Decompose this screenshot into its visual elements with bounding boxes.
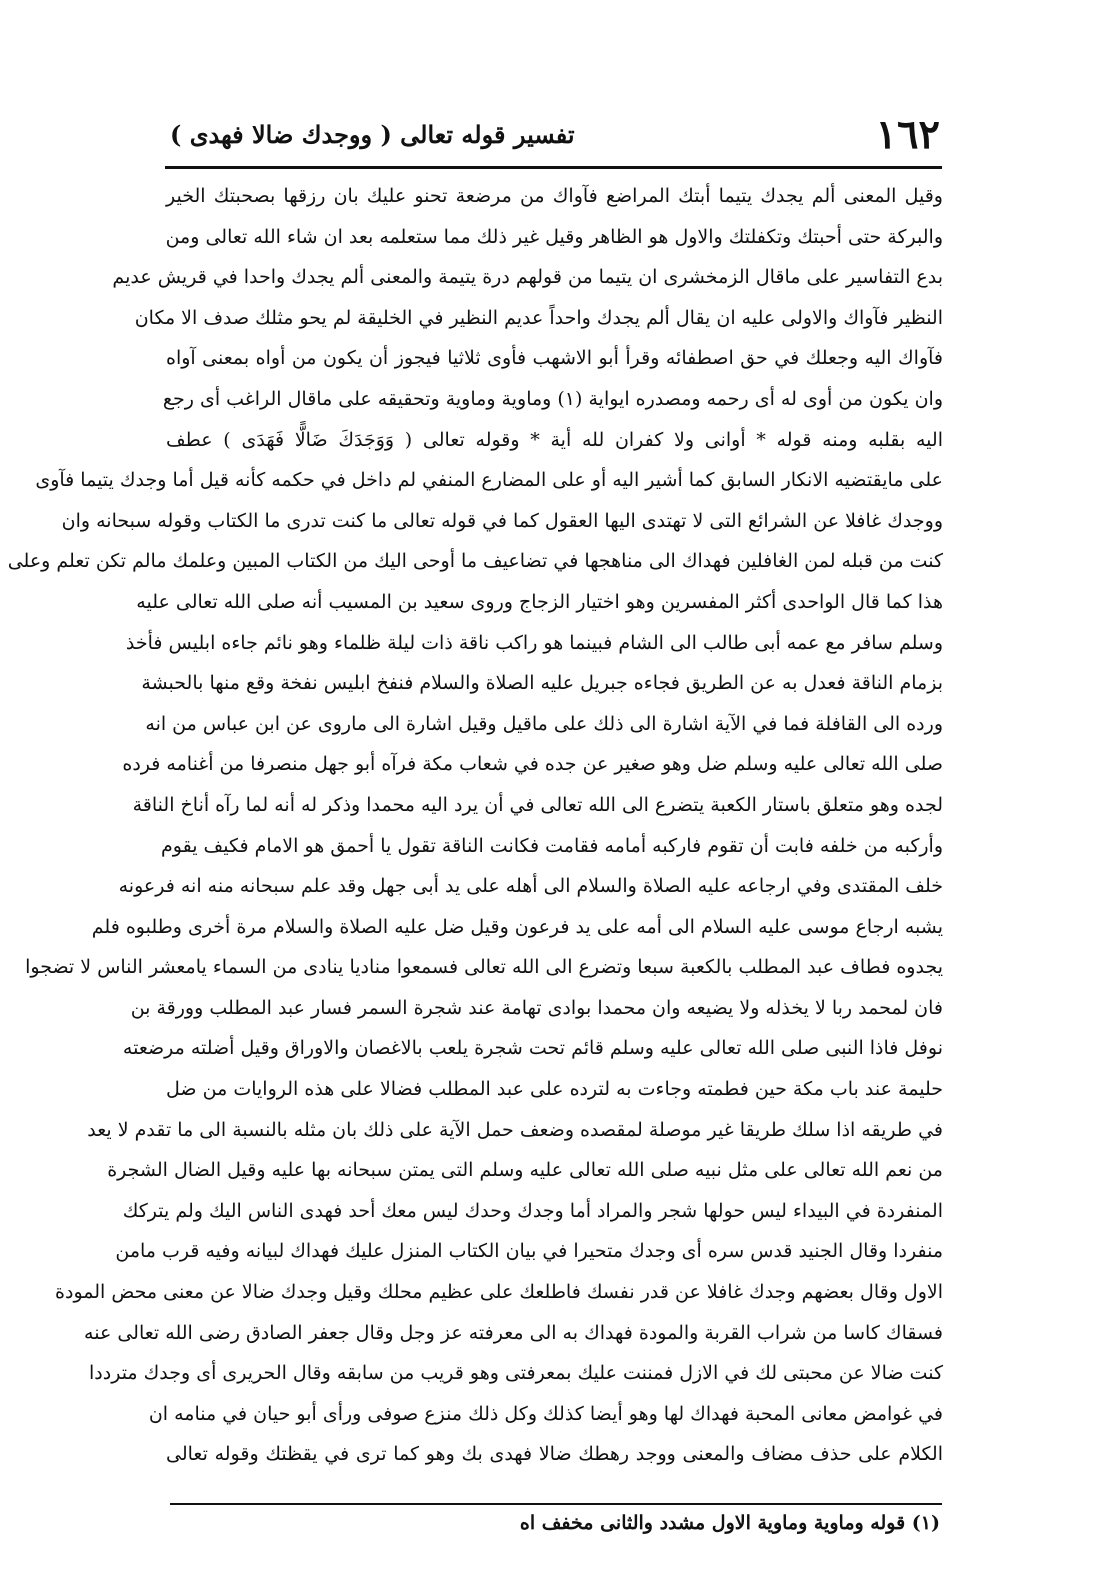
text-line: فان لمحمد ربا لا يخذله ولا يضيعه وان محمدا بوادى تهامة عند شجرة السمر فسار عبد المطلب وورقة بن bbox=[130, 996, 943, 1019]
text-line: في غوامض معانى المحبة فهداك لها وهو أيضا كذلك وكل ذلك منزع صوفى ورأى أبو حيان في منامه ان bbox=[148, 1402, 943, 1425]
text-line: بزمام الناقة فعدل به عن الطريق فجاءه جبريل عليه الصلاة والسلام فنفخ ابليس نفخة وقع منها بالحبشة bbox=[141, 672, 943, 695]
text-line: الاول وقال بعضهم وجدك غافلا عن قدر نفسك فاطلعك على عظيم محلك وقيل وجدك ضالا عن معنى محض المودة bbox=[55, 1281, 943, 1304]
text-line: كنت من قبله لمن الغافلين فهداك الى مناهجها في تضاعيف ما أوحى اليك من الكتاب المبين وعلمك مالم تكن تعلم وعلى bbox=[7, 550, 943, 573]
text-line: فآواك اليه وجعلك في حق اصطفائه وقرأ أبو الاشهب فأوى ثلاثيا فيجوز أن يكون من أواه بمعنى آواه bbox=[166, 347, 943, 370]
text-line: وان يكون من أوى له أى رحمه ومصدره ايواية (١) وماوية وماوية وتحقيقه على ماقال الراغب أى رجع bbox=[162, 387, 943, 410]
text-line: لجده وهو متعلق باستار الكعبة يتضرع الى الله تعالى في أن يرد اليه محمدا وذكر له أنه لما رآه أناخ الناقة bbox=[132, 793, 943, 816]
page-number: ١٦٢ bbox=[875, 110, 940, 158]
page-header bbox=[170, 104, 940, 164]
footnote-rule bbox=[170, 1503, 942, 1505]
text-line: الكلام على حذف مضاف والمعنى ووجد رهطك ضالا فهدى بك وهو كما ترى في يقظتك وقوله تعالى bbox=[166, 1443, 943, 1466]
text-line: وسلم سافر مع عمه أبى طالب الى الشام فبينما هو راكب ناقة ذات ليلة ظلماء وهو نائم جاءه ابليس فأخذ bbox=[125, 631, 943, 654]
text-line: النظير فآواك والاولى عليه ان يقال ألم يجدك واحداً عديم النظير في الخليقة لم يحو مثلك صدف الا مكان bbox=[134, 306, 943, 329]
text-line: فسقاك كاسا من شراب القربة والمودة فهداك به الى معرفته عز وجل وقال جعفر الصادق رضى الله تعالى عنه bbox=[84, 1321, 943, 1344]
text-line: وقيل المعنى ألم يجدك يتيما أبتك المراضع فآواك من مرضعة تحنو عليك بان رزقها بصحبتك الخير bbox=[166, 185, 943, 207]
text-line: والبركة حتى أحبتك وتكفلتك والاول هو الظاهر وقيل غير ذلك مما ستعلمه بعد ان شاء الله تعالى ومن bbox=[165, 225, 943, 248]
text-line: ورده الى القافلة فما في الآية اشارة الى ذلك على ماقيل وقيل اشارة الى ماروى عن ابن عباس من انه bbox=[145, 712, 943, 735]
text-line: يجدوه فطاف عبد المطلب بالكعبة سبعا وتضرع الى الله تعالى فسمعوا مناديا ينادى من السماء يامعشر الناس لا تضجوا bbox=[25, 956, 943, 979]
text-line: من نعم الله تعالى على مثل نبيه صلى الله تعالى عليه وسلم التى يمتن سبحانه بها عليه وقيل الضال الشجرة bbox=[107, 1159, 943, 1182]
text-line: منفردا وقال الجنيد قدس سره أى وجدك متحيرا في بيان الكتاب المنزل عليك فهداك لبيانه وفيه قرب مامن bbox=[115, 1240, 943, 1263]
text-line: بدع التفاسير على ماقال الزمخشرى ان يتيما من قولهم درة يتيمة والمعنى ألم يجدك واحدا في قريش عديم bbox=[112, 266, 943, 289]
running-title: تفسير قوله تعالى ( ووجدك ضالا فهدى ) bbox=[170, 119, 575, 149]
text-line: نوفل فاذا النبى صلى الله تعالى عليه وسلم قائم تحت شجرة يلعب بالاغصان والاوراق وقيل أضلته مرضعته bbox=[122, 1037, 943, 1060]
text-line: وأركبه من خلفه فابت أن تقوم فاركبه أمامه فقامت فكانت الناقة تقول يا أحمق هو الامام فكيف يقوم bbox=[161, 834, 943, 857]
text-line: على مايقتضيه الانكار السابق كما أشير اليه أو على المضارع المنفي لم داخل في حكمه كأنه قيل أما وجدك يتيما فآوى bbox=[35, 469, 943, 492]
header-rule bbox=[165, 166, 942, 169]
text-line: خلف المقتدى وفي ارجاعه عليه الصلاة والسلام الى أهله على يد أبى جهل وقد علم سبحانه منه انه فرعونه bbox=[118, 875, 943, 898]
text-line: صلى الله تعالى عليه وسلم ضل وهو صغير عن جده في شعاب مكة فرآه أبو جهل منصرفا من أغنامه فرده bbox=[122, 753, 943, 776]
text-line: ووجدك غافلا عن الشرائع التى لا تهتدى اليها العقول كما في قوله تعالى ما كنت تدرى ما الكتاب وقوله سبحانه وان bbox=[61, 509, 943, 532]
text-line: المنفردة في البيداء ليس حولها شجر والمراد أما وجدك وحدك ليس معك أحد فهدى الناس اليك ولم يتركك bbox=[122, 1199, 943, 1222]
text-line: اليه بقلبه ومنه قوله * أوانى ولا كفران لله أية * وقوله تعالى ( وَوَجَدَكَ ضَالًّا فَهَدَى ) عطف bbox=[166, 428, 943, 451]
text-line: كنت ضالا عن محبتى لك في الازل فمننت عليك بمعرفتى وهو قريب من سابقه وقال الحريرى أى وجدك مترددا bbox=[89, 1362, 943, 1385]
text-line: يشبه ارجاع موسى عليه السلام الى أمه على يد فرعون وقيل ضل عليه الصلاة والسلام مرة أخرى وطلبوه فلم bbox=[91, 915, 943, 938]
text-line: هذا كما قال الواحدى أكثر المفسرين وهو اختيار الزجاج وروى سعيد بن المسيب أنه صلى الله تعالى عليه bbox=[136, 590, 943, 613]
text-line: في طريقه اذا سلك طريقا غير موصلة لمقصده وضعف حمل الآية على ذلك بان مثله بالنسبة الى ما تقدم لا يعد bbox=[87, 1118, 943, 1141]
body-text bbox=[7, 176, 943, 1475]
text-line: حليمة عند باب مكة حين فطمته وجاءت به لترده على عبد المطلب فضالا على هذه الروايات من ضل bbox=[166, 1078, 943, 1101]
footnote: (١) قوله وماوية وماوية الاول مشدد والثانى مخفف اه bbox=[519, 1512, 940, 1534]
